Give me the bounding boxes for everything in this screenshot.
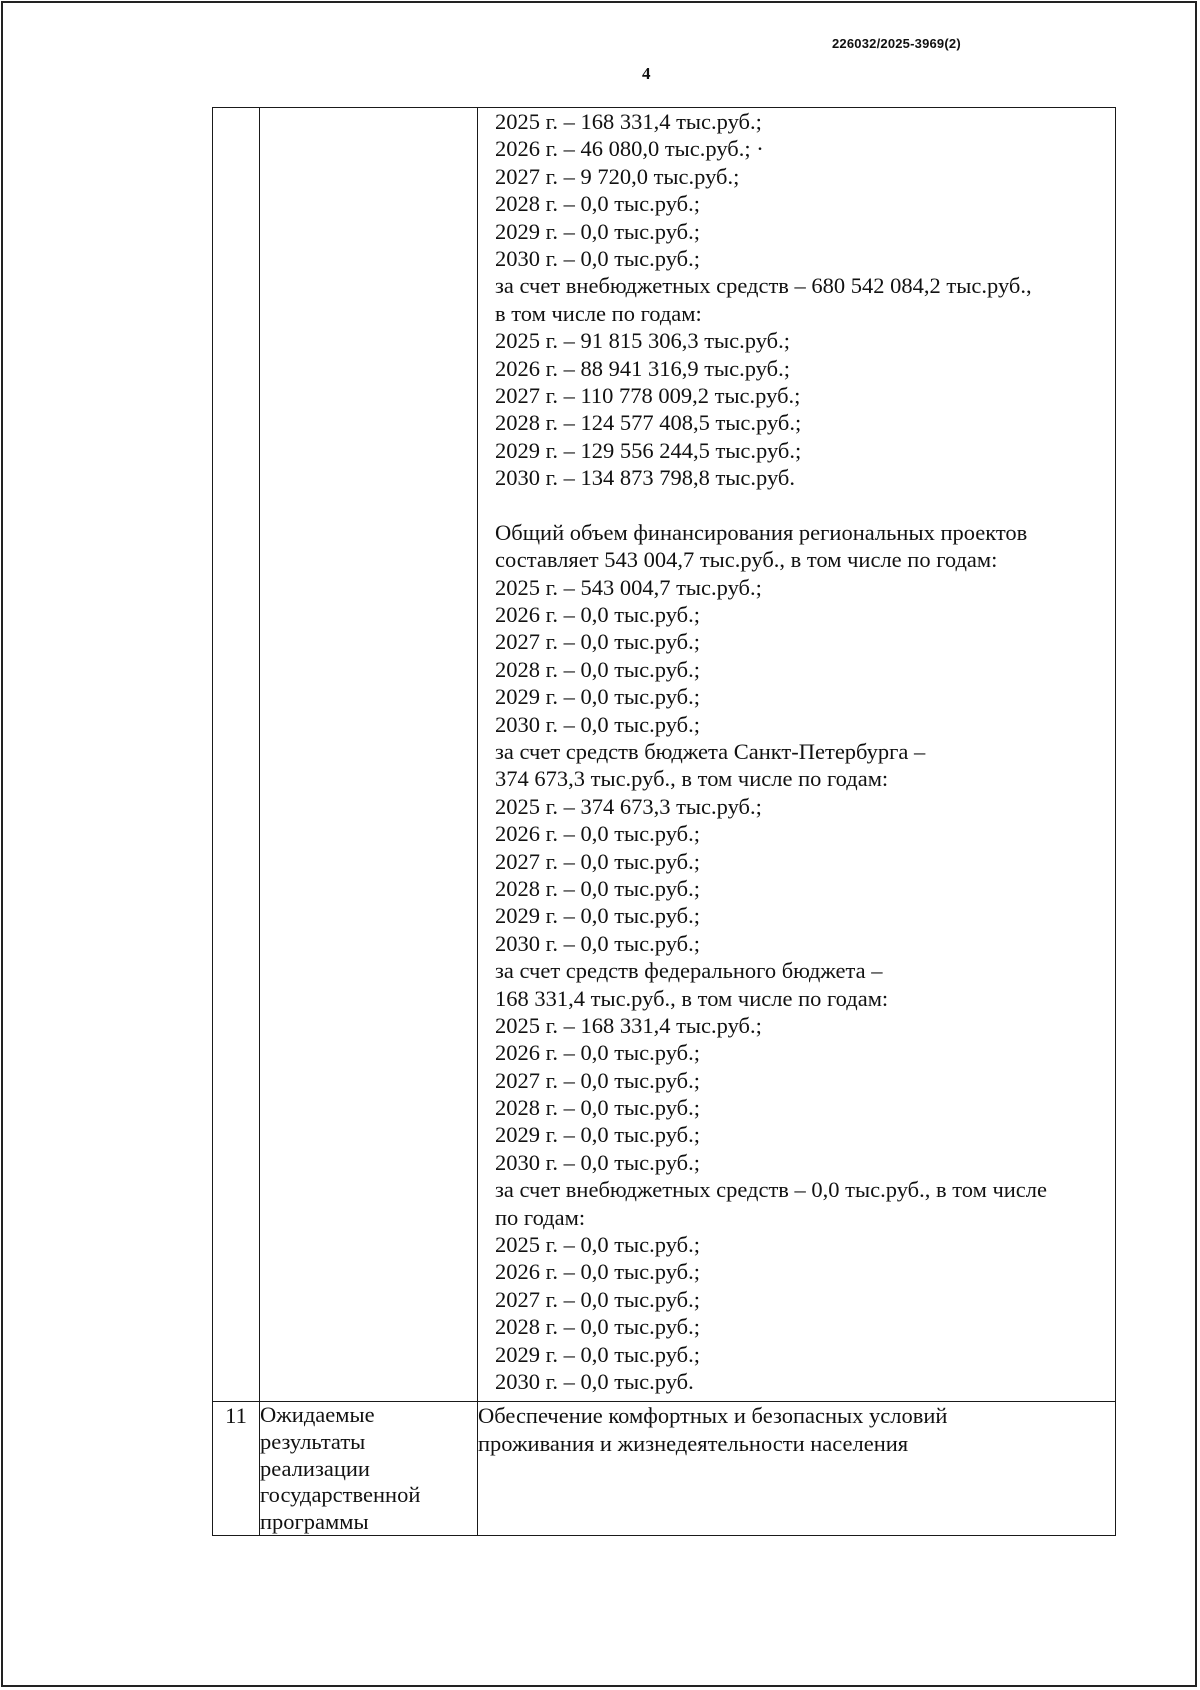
row-number-cell [213, 108, 260, 1402]
paragraph-gap [495, 491, 1105, 518]
financing-line: 2029 г. – 0,0 тыс.руб.; [495, 1122, 700, 1148]
table-row-financing [213, 108, 1116, 1402]
row-number-cell: 11 [213, 1402, 260, 1536]
label-line: результаты [260, 1428, 366, 1454]
row-label-cell [260, 108, 478, 1402]
financing-line: 374 673,3 тыс.руб., в том числе по годам: [495, 766, 889, 792]
financing-line: 2027 г. – 0,0 тыс.руб.; [495, 629, 700, 655]
expected-results-text [478, 1402, 1116, 1536]
financing-line: 2026 г. – 88 941 316,9 тыс.руб.; [495, 355, 790, 381]
financing-line: 2027 г. – 0,0 тыс.руб.; [495, 848, 700, 874]
financing-line: Общий объем финансирования региональных проектов [495, 519, 1028, 545]
financing-cell [478, 108, 1116, 1402]
financing-line: составляет 543 004,7 тыс.руб., в том числе по годам: [495, 547, 998, 573]
document-id: 226032/2025-3969(2) [832, 36, 961, 51]
expected-results-label [260, 1402, 478, 1536]
financing-block-regional-projects [495, 519, 1105, 1396]
financing-line: 2026 г. – 0,0 тыс.руб.; [495, 1259, 700, 1285]
financing-line: 2027 г. – 110 778 009,2 тыс.руб.; [495, 382, 801, 408]
financing-line: 2025 г. – 374 673,3 тыс.руб.; [495, 793, 762, 819]
financing-line: 2030 г. – 0,0 тыс.руб. [495, 1368, 694, 1394]
financing-line: 2026 г. – 46 080,0 тыс.руб.; · [495, 136, 764, 162]
result-line: Обеспечение комфортных и безопасных условий [478, 1403, 948, 1429]
financing-line: 2030 г. – 0,0 тыс.руб.; [495, 930, 700, 956]
financing-line: 2028 г. – 0,0 тыс.руб.; [495, 1314, 700, 1340]
label-line: реализации [260, 1455, 370, 1481]
financing-line: 2029 г. – 0,0 тыс.руб.; [495, 1341, 700, 1367]
financing-line: 2030 г. – 134 873 798,8 тыс.руб. [495, 465, 795, 491]
financing-line: 2027 г. – 0,0 тыс.руб.; [495, 1067, 700, 1093]
financing-line: 2026 г. – 0,0 тыс.руб.; [495, 602, 700, 628]
financing-line: 2025 г. – 0,0 тыс.руб.; [495, 1232, 700, 1258]
financing-line: 2030 г. – 0,0 тыс.руб.; [495, 1149, 700, 1175]
label-line: программы [260, 1508, 369, 1534]
financing-line: 2030 г. – 0,0 тыс.руб.; [495, 245, 700, 271]
financing-line: 168 331,4 тыс.руб., в том числе по годам: [495, 985, 889, 1011]
financing-line: 2027 г. – 9 720,0 тыс.руб.; [495, 163, 740, 189]
program-passport-table [212, 107, 1116, 1536]
financing-line: 2026 г. – 0,0 тыс.руб.; [495, 821, 700, 847]
page-number: 4 [642, 64, 651, 83]
financing-line: по годам: [495, 1204, 586, 1230]
label-line: Ожидаемые [260, 1402, 375, 1428]
financing-line: 2025 г. – 168 331,4 тыс.руб.; [495, 109, 762, 134]
financing-line: 2028 г. – 124 577 408,5 тыс.руб.; [495, 410, 802, 436]
financing-line: за счет средств бюджета Санкт-Петербурга – [495, 738, 926, 764]
label-line: государственной [260, 1482, 421, 1508]
financing-line: 2028 г. – 0,0 тыс.руб.; [495, 191, 700, 217]
financing-line: 2025 г. – 91 815 306,3 тыс.руб.; [495, 328, 790, 354]
table-row-11 [213, 1402, 1116, 1536]
financing-line: 2029 г. – 0,0 тыс.руб.; [495, 903, 700, 929]
financing-line: 2028 г. – 0,0 тыс.руб.; [495, 1095, 700, 1121]
financing-line: 2028 г. – 0,0 тыс.руб.; [495, 875, 700, 901]
financing-line: 2025 г. – 168 331,4 тыс.руб.; [495, 1012, 762, 1038]
result-line: проживания и жизнедеятельности населения [478, 1430, 909, 1456]
financing-line: за счет средств федерального бюджета – [495, 958, 883, 984]
financing-text [478, 108, 1115, 1401]
financing-line: 2030 г. – 0,0 тыс.руб.; [495, 711, 700, 737]
financing-line: в том числе по годам: [495, 300, 702, 326]
financing-line: 2029 г. – 0,0 тыс.руб.; [495, 684, 700, 710]
financing-line: за счет внебюджетных средств – 680 542 084,2 тыс.руб., [495, 273, 1032, 299]
financing-line: за счет внебюджетных средств – 0,0 тыс.руб., в том числе [495, 1177, 1047, 1203]
financing-block-total [495, 108, 1105, 491]
financing-line: 2028 г. – 0,0 тыс.руб.; [495, 656, 700, 682]
financing-line: 2029 г. – 0,0 тыс.руб.; [495, 218, 700, 244]
financing-line: 2029 г. – 129 556 244,5 тыс.руб.; [495, 437, 802, 463]
financing-line: 2026 г. – 0,0 тыс.руб.; [495, 1040, 700, 1066]
financing-line: 2025 г. – 543 004,7 тыс.руб.; [495, 574, 762, 600]
financing-line: 2027 г. – 0,0 тыс.руб.; [495, 1286, 700, 1312]
